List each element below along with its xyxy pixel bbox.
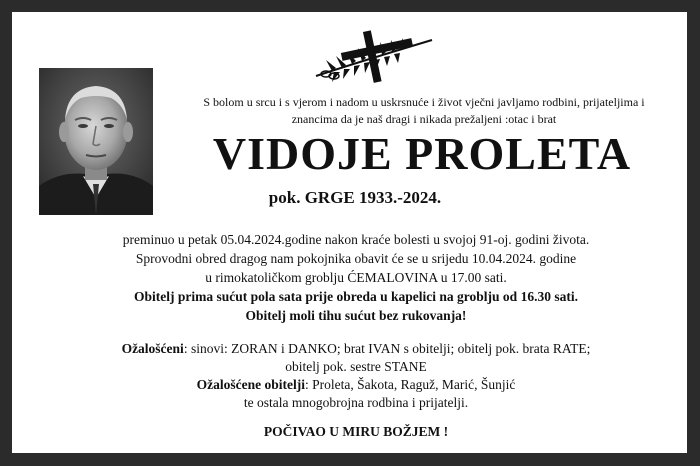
families-text: : Proleta, Šakota, Raguž, Marić, Šunjić bbox=[305, 377, 516, 392]
details-line: preminuo u petak 05.04.2024.godine nakon kraće bolesti u svojoj 91-oj. godini života. bbox=[122, 232, 590, 247]
cross-palm-icon bbox=[312, 26, 438, 84]
portrait-photo bbox=[39, 68, 153, 215]
mourners-text: : sinovi: ZORAN i DANKO; brat IVAN s obitelji; obitelj pok. brata RATE; bbox=[183, 341, 591, 356]
deceased-subline: pok. GRGE 1933.-2024. bbox=[268, 188, 442, 207]
mourners-line bbox=[30, 340, 682, 358]
intro-text bbox=[178, 94, 670, 128]
funeral-details bbox=[30, 230, 682, 325]
condolence-request: Obitelj moli tihu sućut bez rukovanja! bbox=[245, 308, 467, 323]
condolence-note: Obitelj prima sućut pola sata prije obreda u kapelici na groblju od 16.30 sati. bbox=[134, 289, 578, 304]
intro-line: znancima da je naš dragi i nikada prežaljeni :otac i brat bbox=[291, 112, 557, 126]
portrait-image bbox=[39, 68, 153, 215]
mourners-label: Ožalošćeni bbox=[121, 341, 184, 356]
details-line: u rimokatoličkom groblju ĆEMALOVINA u 17.00 sati. bbox=[205, 270, 507, 285]
deceased-name: VIDOJE PROLETA bbox=[212, 128, 632, 179]
closing-line: POČIVAO U MIRU BOŽJEM ! bbox=[263, 424, 449, 439]
families-line bbox=[30, 376, 682, 394]
intro-line: S bolom u srcu i s vjerom i nadom u uskrsnuće i život vječni javljamo rodbini, prijateljima i bbox=[203, 95, 645, 109]
families-line: te ostala mnogobrojna rodbina i prijatelji. bbox=[243, 395, 469, 410]
families-label: Ožalošćene obitelji bbox=[196, 377, 305, 392]
details-line: Sprovodni obred dragog nam pokojnika obavit će se u srijedu 10.04.2024. godine bbox=[135, 251, 577, 266]
mourners-line: obitelj pok. sestre STANE bbox=[285, 359, 427, 374]
mourners-list bbox=[30, 340, 682, 412]
